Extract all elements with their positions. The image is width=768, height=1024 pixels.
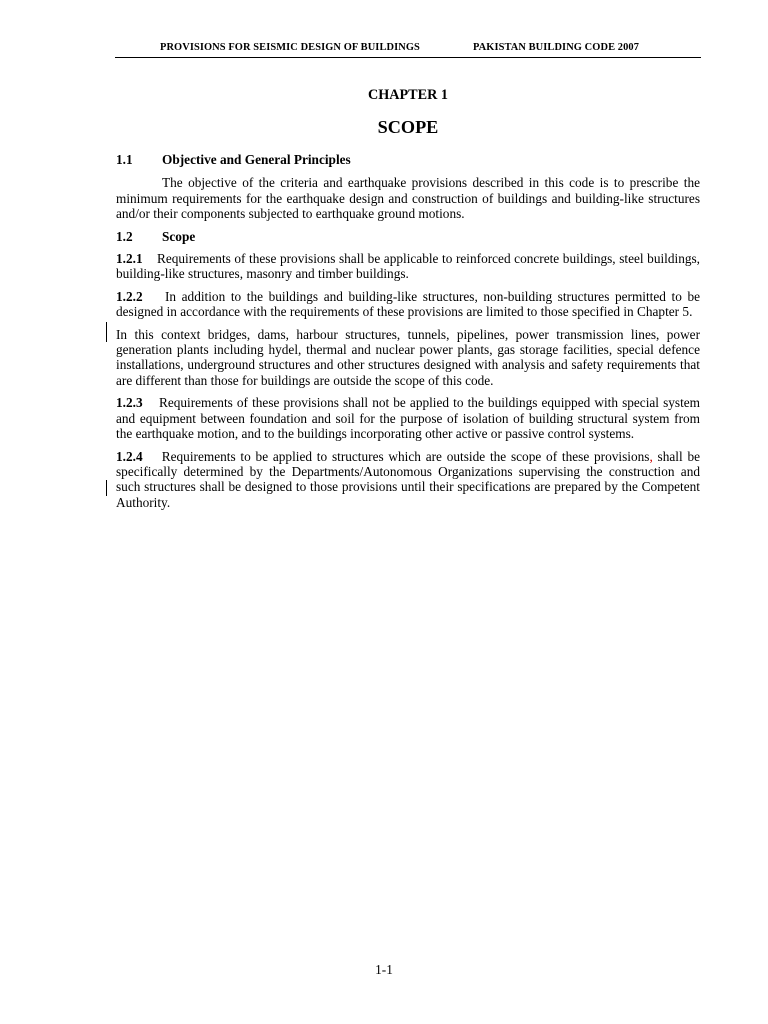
header-right-title: PAKISTAN BUILDING CODE 2007 [473, 42, 639, 53]
document-body [116, 152, 700, 510]
section-title: Scope [162, 228, 196, 244]
paragraph-1-1: The objective of the criteria and earthquake provisions described in this code is to prescribe the minimum requirements for the earthquake design and construction of buildings and building-like structures and/or their components subjected to earthquake ground motions. [116, 175, 700, 222]
running-header [115, 42, 701, 58]
header-left-title: PROVISIONS FOR SEISMIC DESIGN OF BUILDINGS [160, 42, 420, 53]
clause-number: 1.2.2 [116, 288, 143, 304]
clause-text: Requirements of these provisions shall be applicable to reinforced concrete buildings, steel buildings, building-like structures, masonry and timber buildings. [116, 251, 700, 282]
clause-number: 1.2.4 [116, 448, 143, 464]
section-number: 1.2 [116, 228, 133, 244]
change-bar-1-2-4 [106, 480, 107, 496]
paragraph-1-2-1 [116, 251, 700, 282]
clause-text-end: shall be specifically determined by the Departments/Autonomous Organizations supervising the construction and such structures shall be designed to those provisions until their specifications are prepared by the Competent Authority. [116, 448, 701, 510]
clause-text: Requirements of these provisions shall not be applied to the buildings equipped with special system and equipment between foundation and soil for the purpose of isolation of building structural system from the earthquake motion, and to the buildings incorporating other active or passive control systems. [116, 395, 701, 442]
clause-number: 1.2.3 [116, 395, 143, 411]
change-bar-1-2-2 [106, 322, 107, 342]
page-number: 1-1 [375, 962, 393, 977]
paragraph-1-2-3 [116, 395, 700, 441]
clause-text: In addition to the buildings and building-like structures, non-building structures permitted to be designed in accordance with the requirements of these provisions are limited to those specified in Chapter 5. [116, 288, 701, 320]
clause-text-start: Requirements to be applied to structures which are outside the scope of these provisions [161, 448, 650, 464]
paragraph-1-2-4 [116, 449, 700, 511]
paragraph-1-2-2 [116, 289, 700, 320]
chapter-title: SCOPE [377, 117, 439, 137]
section-heading-1-2 [116, 229, 700, 244]
clause-number: 1.2.1 [116, 251, 143, 267]
section-title: Objective and General Principles [162, 152, 351, 167]
paragraph-1-2-2-context: In this context bridges, dams, harbour structures, tunnels, pipelines, power transmission lines, power generation plants including hydel, thermal and nuclear power plants, gas storage facilities, special defence installations, underground structures and other structures designed with analysis and safety requirements that are different than those for buildings are outside the scope of this code. [116, 326, 700, 388]
section-heading-1-1 [116, 152, 700, 167]
chapter-label: CHAPTER 1 [367, 87, 448, 103]
section-number: 1.1 [116, 152, 133, 167]
tracked-change-mark: , [649, 448, 653, 464]
